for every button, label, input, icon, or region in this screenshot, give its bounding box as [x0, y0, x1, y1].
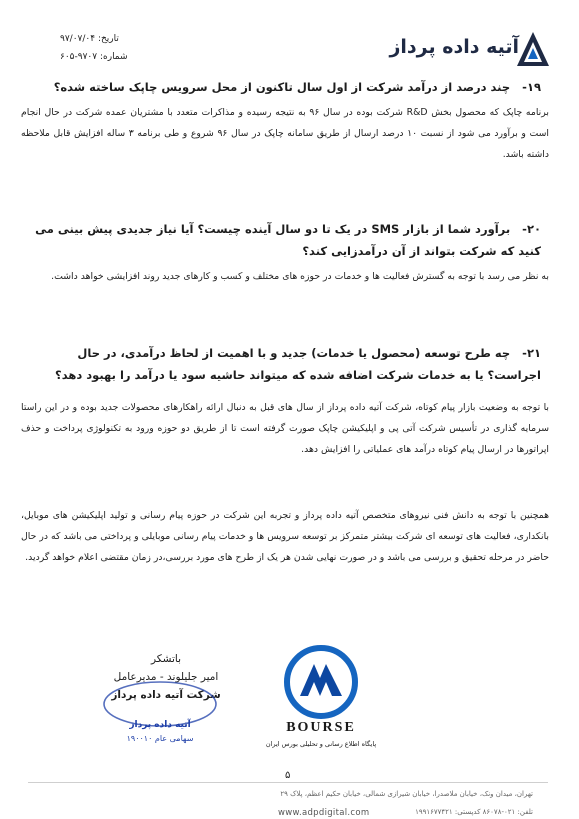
question-number: ۲۱-	[522, 346, 541, 360]
footer-phone: تلفن: ۰۲۱-۸۶۰۷۸ کدپستی: ۱۹۹۱۶۷۷۴۲۱	[415, 808, 533, 816]
thanks-text: باتشکر	[150, 653, 181, 665]
answer-21: با توجه به وضعیت بازار پیام کوتاه، شرکت آتیه داده پرداز از سال های قبل به دنبال ارائه راهکارهای محصولات جدید بوده و در این راستا سرمایه گذاری در تأسیس شرکت آتی پی و اپلیکیشن چاپک صورت گرفته است تا از طریق دو حوزه ورود به تکنولوژی پرداخت و حذف اپراتورها در ارسال پیام کوتاه درآمد های عملیاتی را افزایش دهد.	[21, 402, 549, 455]
question-21	[31, 342, 541, 386]
bourse-subtitle: پایگاه اطلاع رسانی و تحلیلی بورس ایران	[265, 740, 377, 748]
document-number: شماره: ۹۷۰۷-۶۰۵	[60, 52, 128, 62]
page-number: ۵	[285, 770, 291, 781]
document-date: تاریخ: ۹۷/۰۷/۰۴	[60, 34, 119, 44]
question-text: چه طرح توسعه (محصول یا خدمات) جدید و با اهمیت از لحاظ درآمدی، در حال اجراست؟ یا به خدمات شرکت اضافه شده که میتواند حاشیه سود یا درآمد را بهبود دهد؟	[55, 346, 541, 382]
company-name: آتیه داده پرداز	[389, 36, 519, 58]
answer-21-continued: همچنین با توجه به دانش فنی نیروهای متخصص آتیه داده پرداز و تجربه این شرکت در حوزه پیام رسانی و تولید اپلیکیشن های موبایل، بانکداری، فعالیت های توسعه ای شرکت بیشتر متمرکز بر توسعه سرویس ها و خدمات پیام رسانی موبایلی و پرداختی می باشد که در حال حاضر در مرحله تحقیق و بررسی می باشد و در صورت نهایی شدن هر یک از طرح های مورد بررسی،در زمان مقتضی اعلام خواهد گردید.	[21, 510, 549, 563]
bourse-title: BOURSE	[286, 720, 356, 735]
question-number: ۲۰-	[522, 222, 541, 236]
question-text: برآورد شما از بازار SMS در یک تا دو سال آینده چیست؟ آیا نیاز جدیدی پیش بینی می کنید که شرکت بتواند از آن درآمدزایی کند؟	[35, 222, 541, 258]
footer-divider	[28, 782, 548, 783]
stamp-text-1: آتیه داده پرداز	[129, 720, 191, 730]
question-19	[31, 76, 541, 98]
footer-address: تهران، میدان ونک، خیابان ملاصدرا، خیابان شیرازی شمالی، خیابان حکیم اعظم، پلاک ۲۹	[280, 790, 533, 798]
company-logo-icon	[515, 30, 551, 70]
footer-website-link[interactable]: www.adpdigital.com	[278, 808, 370, 818]
question-number: ۱۹-	[522, 80, 541, 94]
question-20	[31, 218, 541, 262]
answer-20: به نظر می رسد با توجه به گسترش فعالیت ها و خدمات در حوزه های مختلف و کسب و کارهای جدید روند افزایشی خواهد داشت.	[51, 271, 549, 282]
question-text: چند درصد از درآمد شرکت از اول سال تاکنون از محل سرویس چاپک ساخته شده؟	[53, 80, 511, 94]
signer-name: امیر جلیلوند - مدیرعامل	[113, 671, 219, 683]
stamp-text-2: سهامی عام ۱۹۰۰۱۰	[126, 734, 194, 743]
answer-19: برنامه چاپک که محصول بخش R&D شرکت بوده در سال ۹۶ به نتیجه رسیده و مذاکرات متعدد با مشتریان عمده شرکت در حال انجام است و برآورد می شود از نسبت ۱۰ درصد ارسال از طریق سامانه چاپک در سال ۹۶ شروع و طی برنامه ۳ ساله افزایش قابل ملاحظه داشته باشد.	[21, 107, 549, 160]
signer-company: شرکت آتیه داده پرداز	[111, 689, 221, 701]
